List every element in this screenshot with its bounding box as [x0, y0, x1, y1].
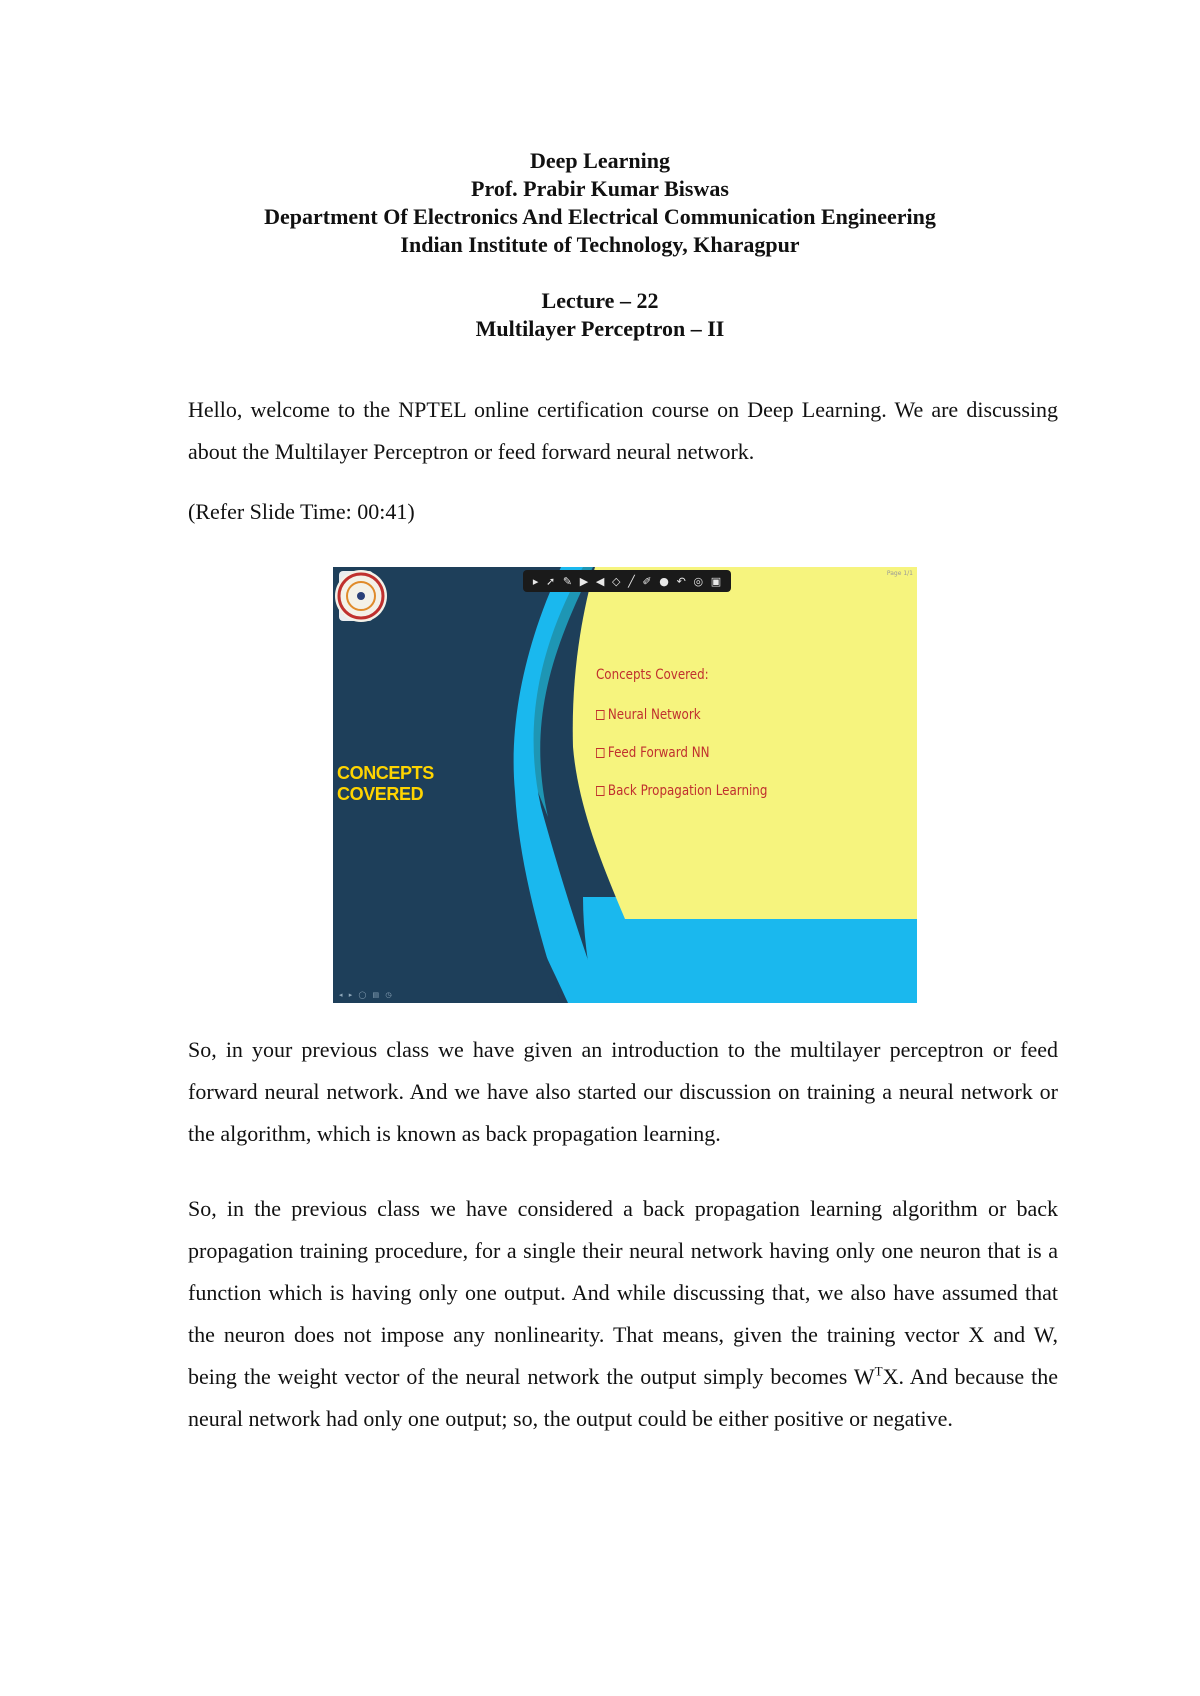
intro-paragraph: Hello, welcome to the NPTEL online certification course on Deep Learning. We are discussing about the Multilayer Perceptron or feed forward neural network. — [188, 397, 1058, 464]
screen-icon: ▣ — [710, 574, 722, 588]
eraser-icon: ◀ — [595, 574, 605, 588]
nptel-logo — [333, 567, 389, 625]
professor-name: Prof. Prabir Kumar Biswas — [471, 176, 729, 201]
lecture-topic: Multilayer Perceptron – II — [475, 316, 725, 341]
slide-page-label: Page 1/1 — [886, 570, 913, 577]
refer-slide-time: (Refer Slide Time: 00:41) — [188, 499, 415, 524]
pen-icon: ✎ — [562, 574, 573, 588]
pointer-icon: ➚ — [546, 574, 556, 588]
paragraph-one: So, in your previous class we have given an introduction to the multilayer perceptron or feed forward neural network. And we have also started our discussion on training a neural network or the algorithm, which is known as back propagation learning. — [188, 1037, 1058, 1146]
checkbox-icon — [596, 786, 605, 796]
checkbox-icon — [596, 748, 605, 758]
lecture-number: Lecture – 22 — [541, 288, 659, 313]
slide-bullet: Feed Forward NN — [596, 745, 710, 761]
text-icon: ✐ — [642, 574, 652, 588]
checkbox-icon — [596, 710, 605, 720]
paragraph-two: So, in the previous class we have considered a back propagation learning algorithm or back propagation training procedure, for a single their neural network having only one neuron that is a function which is having only one output. And while discussing that, we also have assumed that the neuron does not impose any nonlinearity. That means, given the training vector X and W, being the weight vector of the neural network the output simply becomes $W^TX$. And because the neural network had only one output; so, the output could be either positive or negative. — [188, 1196, 1058, 1431]
line-icon: ╱ — [628, 574, 635, 588]
slide-nav-icons: ◂ ▸ ◯ ▤ ◷ — [339, 991, 394, 999]
slide-bullet: Neural Network — [596, 707, 701, 723]
arrow-right-icon: ▸ — [532, 574, 539, 588]
course-title: Deep Learning — [530, 148, 670, 173]
institute-name: Indian Institute of Technology, Kharagpur — [400, 232, 800, 257]
undo-icon: ↶ — [676, 574, 686, 588]
highlighter-icon: ▶ — [579, 574, 589, 588]
slide-image — [333, 567, 917, 1003]
slide-right-title: Concepts Covered: — [596, 667, 709, 683]
color-icon: ● — [659, 574, 669, 588]
slide-left-title: CONCEPTS COVERED — [337, 763, 434, 804]
slide-bullet: Back Propagation Learning — [596, 783, 767, 799]
shape-icon: ◇ — [612, 574, 621, 588]
department-name: Department Of Electronics And Electrical Communication Engineering — [264, 204, 936, 229]
zoom-icon: ◎ — [693, 574, 704, 588]
slide-toolbar — [523, 570, 731, 592]
